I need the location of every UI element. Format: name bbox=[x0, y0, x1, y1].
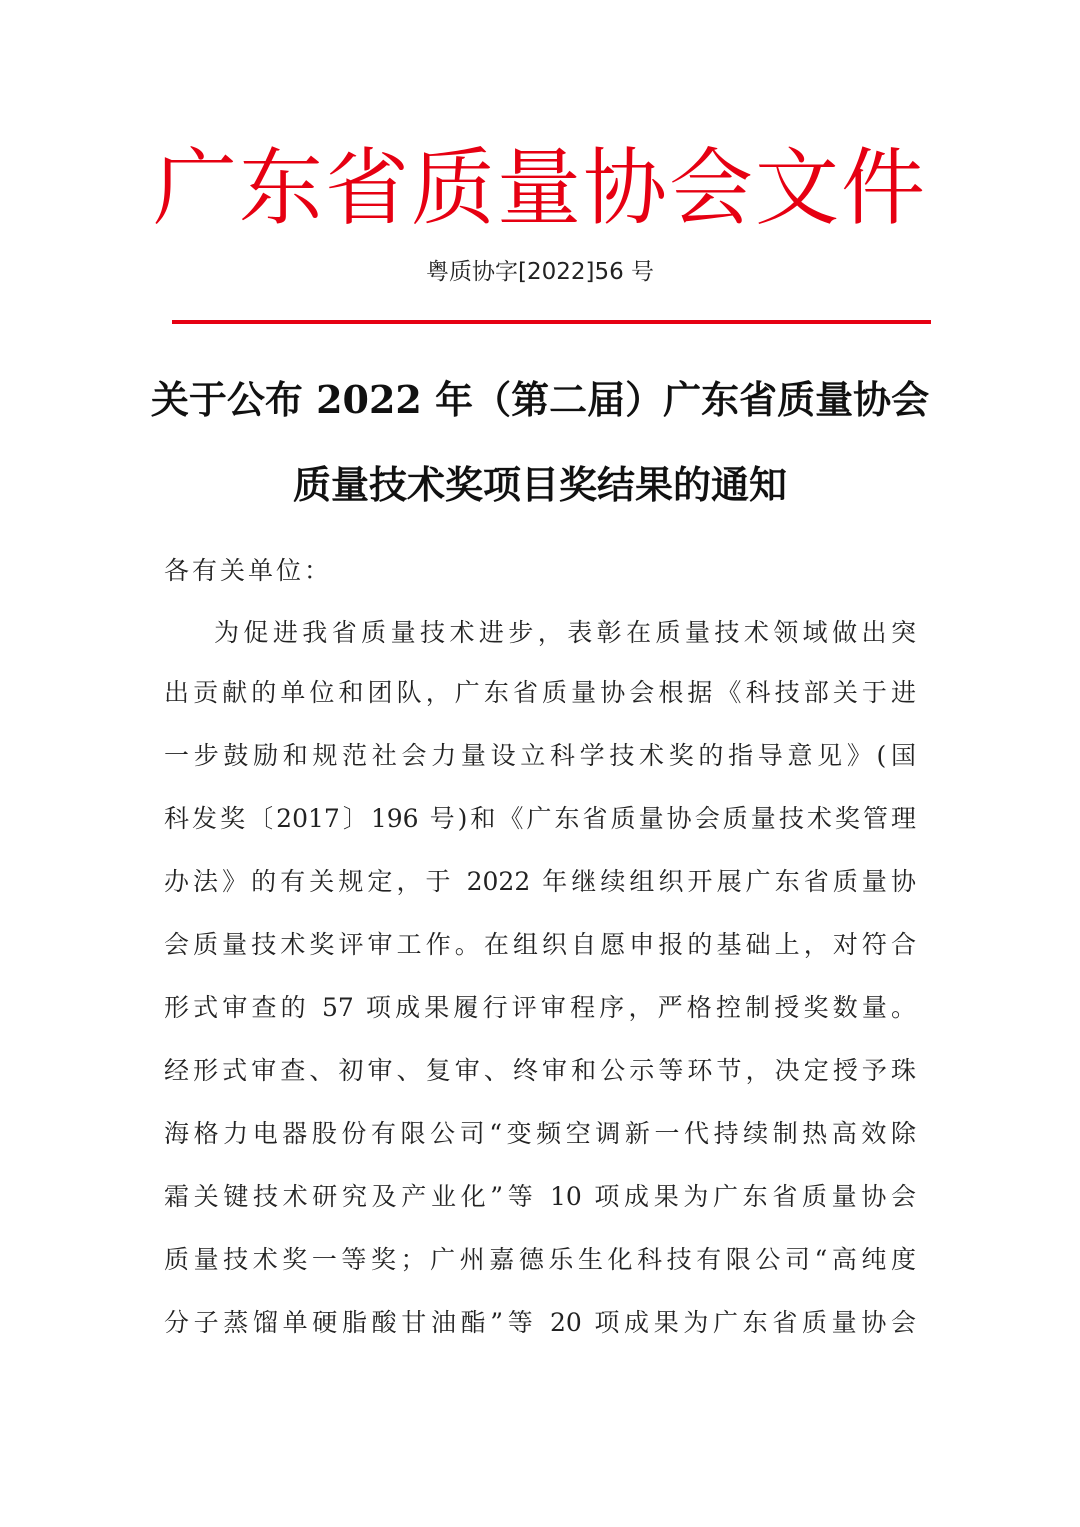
body-line: 科发奖〔2017〕196 号)和《广东省质量协会质量技术奖管理 bbox=[164, 804, 916, 833]
notice-title-line-1: 关于公布 2022 年（第二届）广东省质量协会 bbox=[150, 377, 930, 422]
salutation: 各有关单位： bbox=[164, 556, 333, 585]
body-line: 办法》的有关规定，于 2022 年继续组织开展广东省质量协 bbox=[164, 867, 916, 896]
body-line: 海格力电器股份有限公司“变频空调新一代持续制热高效除 bbox=[164, 1119, 916, 1148]
notice-title-line-2: 质量技术奖项目奖结果的通知 bbox=[292, 462, 787, 507]
issuer-masthead: 广东省质量协会文件 bbox=[152, 139, 927, 237]
body-line: 一步鼓励和规范社会力量设立科学技术奖的指导意见》(国 bbox=[164, 741, 916, 770]
body-line: 出贡献的单位和团队，广东省质量协会根据《科技部关于进 bbox=[164, 678, 916, 707]
document-number: 粤质协字[2022]56 号 bbox=[425, 259, 655, 285]
red-divider-rule bbox=[172, 320, 931, 324]
body-line: 分子蒸馏单硬脂酸甘油酯”等 20 项成果为广东省质量协会 bbox=[164, 1308, 916, 1337]
body-line: 形式审查的 57 项成果履行评审程序，严格控制授奖数量。 bbox=[164, 993, 916, 1022]
body-line: 质量技术奖一等奖；广州嘉德乐生化科技有限公司“高纯度 bbox=[164, 1245, 916, 1274]
body-line: 霜关键技术研究及产业化”等 10 项成果为广东省质量协会 bbox=[164, 1182, 916, 1211]
body-line: 为促进我省质量技术进步，表彰在质量技术领域做出突 bbox=[214, 618, 916, 647]
body-line: 会质量技术奖评审工作。在组织自愿申报的基础上，对符合 bbox=[164, 930, 916, 959]
body-line: 经形式审查、初审、复审、终审和公示等环节，决定授予珠 bbox=[164, 1056, 916, 1085]
